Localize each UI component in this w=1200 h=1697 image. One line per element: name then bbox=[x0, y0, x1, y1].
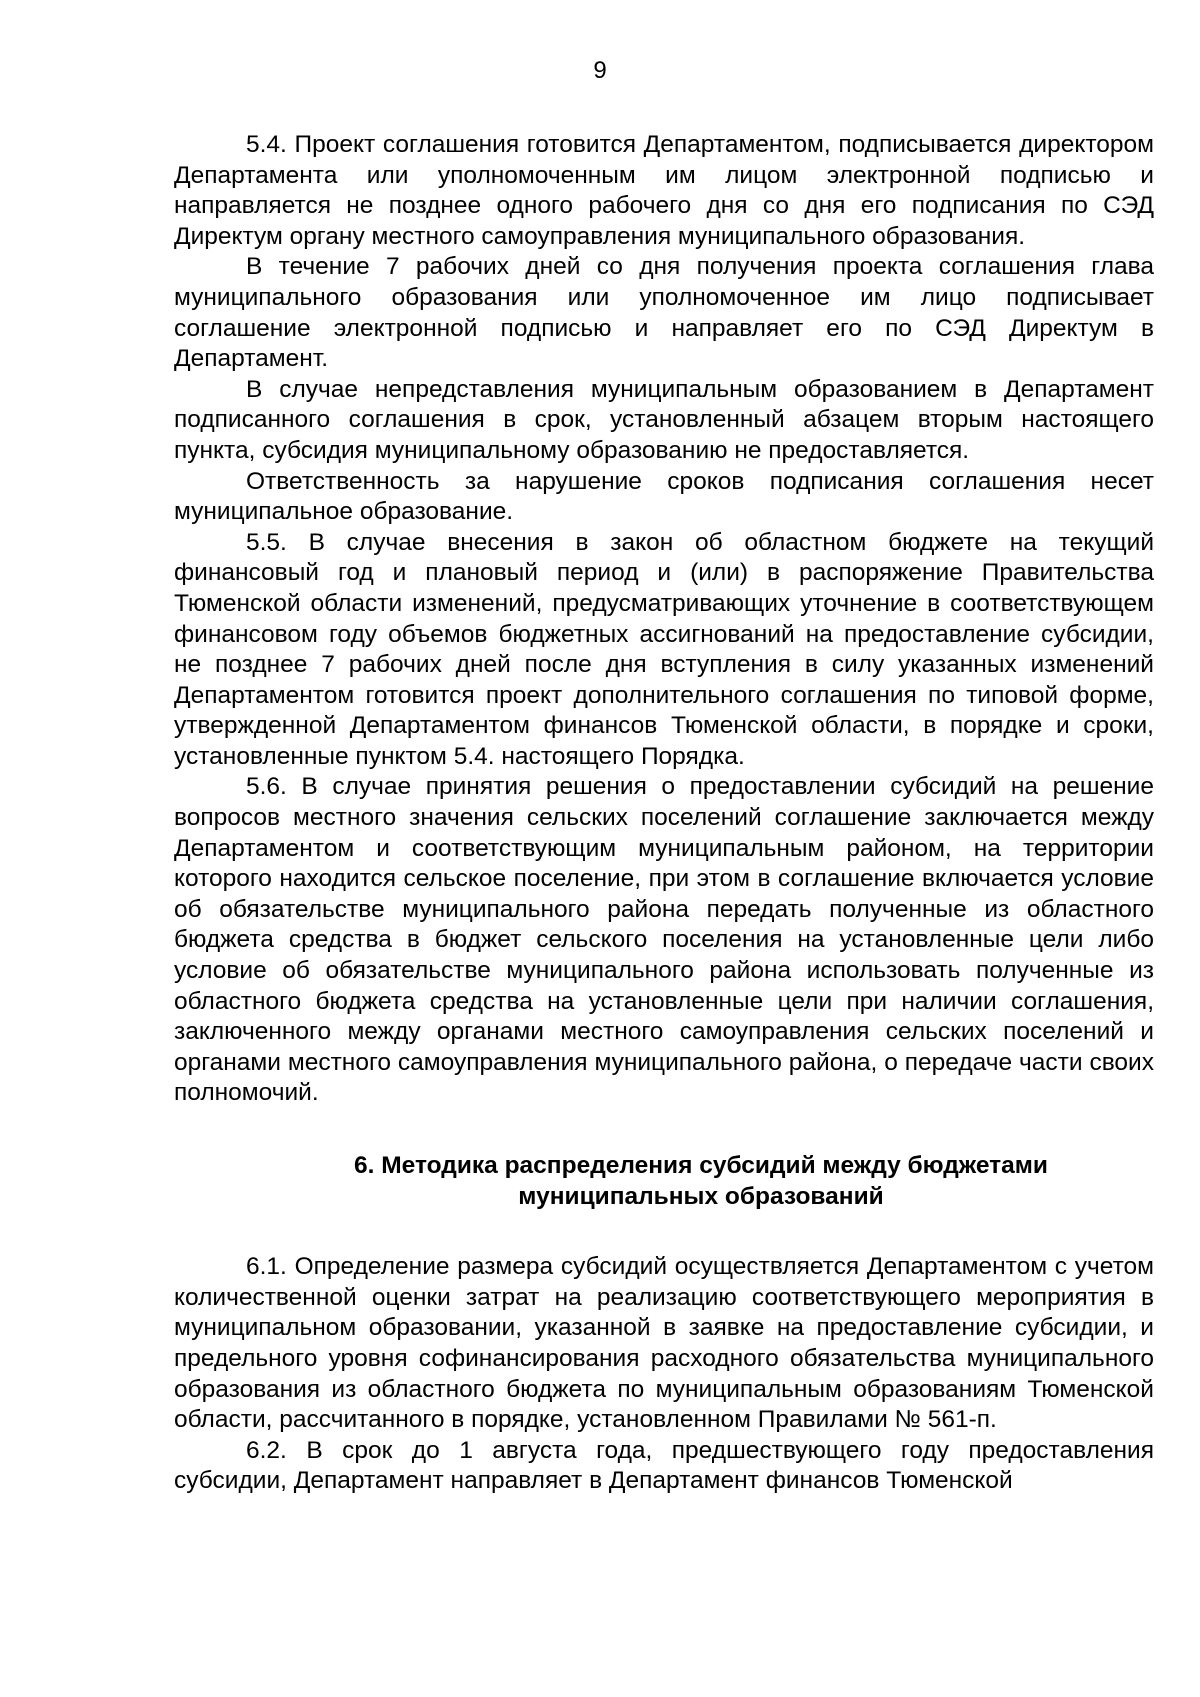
paragraph-5-4: 5.4. Проект соглашения готовится Департаментом, подписывается директором Департамента или уполномоченным им лицом электронной подписью и направляется не позднее одного рабочего дня со дня его подписания по СЭД Директум органу местного самоуправления муниципального образования. bbox=[174, 131, 1154, 250]
document-body bbox=[174, 130, 1154, 1497]
page-number: 9 bbox=[593, 57, 607, 84]
section-6-heading: 6. Методика распределения субсидий между бюджетами муниципальных образований bbox=[354, 1152, 1048, 1210]
paragraph-5-6: 5.6. В случае принятия решения о предоставлении субсидий на решение вопросов местного значения сельских поселений соглашение заключается между Департаментом и соответствующим муниципальным районом, на территории которого находится сельское поселение, при этом в соглашение включается условие об обязательстве муниципального района передать полученные из областного бюджета средства в бюджет сельского поселения на установленные цели либо условие об обязательстве муниципального района использовать полученные из областного бюджета средства на установленные цели при наличии соглашения, заключенного между органами местного самоуправления сельских поселений и органами местного самоуправления муниципального района, о передаче части своих полномочий. bbox=[174, 773, 1154, 1107]
paragraph-5-5: 5.5. В случае внесения в закон об областном бюджете на текущий финансовый год и плановый период и (или) в распоряжение Правительства Тюменской области изменений, предусматривающих уточнение в соответствующем финансовом году объемов бюджетных ассигнований на предоставление субсидии, не позднее 7 рабочих дней после дня вступления в силу указанных изменений Департаментом готовится проект дополнительного соглашения по типовой форме, утвержденной Департаментом финансов Тюменской области, в порядке и сроки, установленные пунктом 5.4. настоящего Порядка. bbox=[174, 528, 1154, 770]
paragraph-5-4-responsibility: Ответственность за нарушение сроков подписания соглашения несет муниципальное образование. bbox=[174, 467, 1154, 526]
paragraph-6-2: 6.2. В срок до 1 августа года, предшествующего году предоставления субсидии, Департамент направляет в Департамент финансов Тюменской bbox=[174, 1436, 1154, 1495]
paragraph-5-4-nonsubmission: В случае непредставления муниципальным образованием в Департамент подписанного соглашения в срок, установленный абзацем вторым настоящего пункта, субсидия муниципальному образованию не предоставляется. bbox=[174, 375, 1154, 464]
paragraph-5-4-signing: В течение 7 рабочих дней со дня получения проекта соглашения глава муниципального образования или уполномоченное им лицо подписывает соглашение электронной подписью и направляет его по СЭД Директум в Департамент. bbox=[174, 253, 1154, 373]
paragraph-6-1: 6.1. Определение размера субсидий осуществляется Департаментом с учетом количественной оценки затрат на реализацию соответствующего мероприятия в муниципальном образовании, указанной в заявке на предоставление субсидии, и предельного уровня софинансирования расходного обязательства муниципального образования из областного бюджета по муниципальным образованиям Тюменской области, рассчитанного в порядке, установленном Правилами № 561-п. bbox=[174, 1253, 1154, 1434]
